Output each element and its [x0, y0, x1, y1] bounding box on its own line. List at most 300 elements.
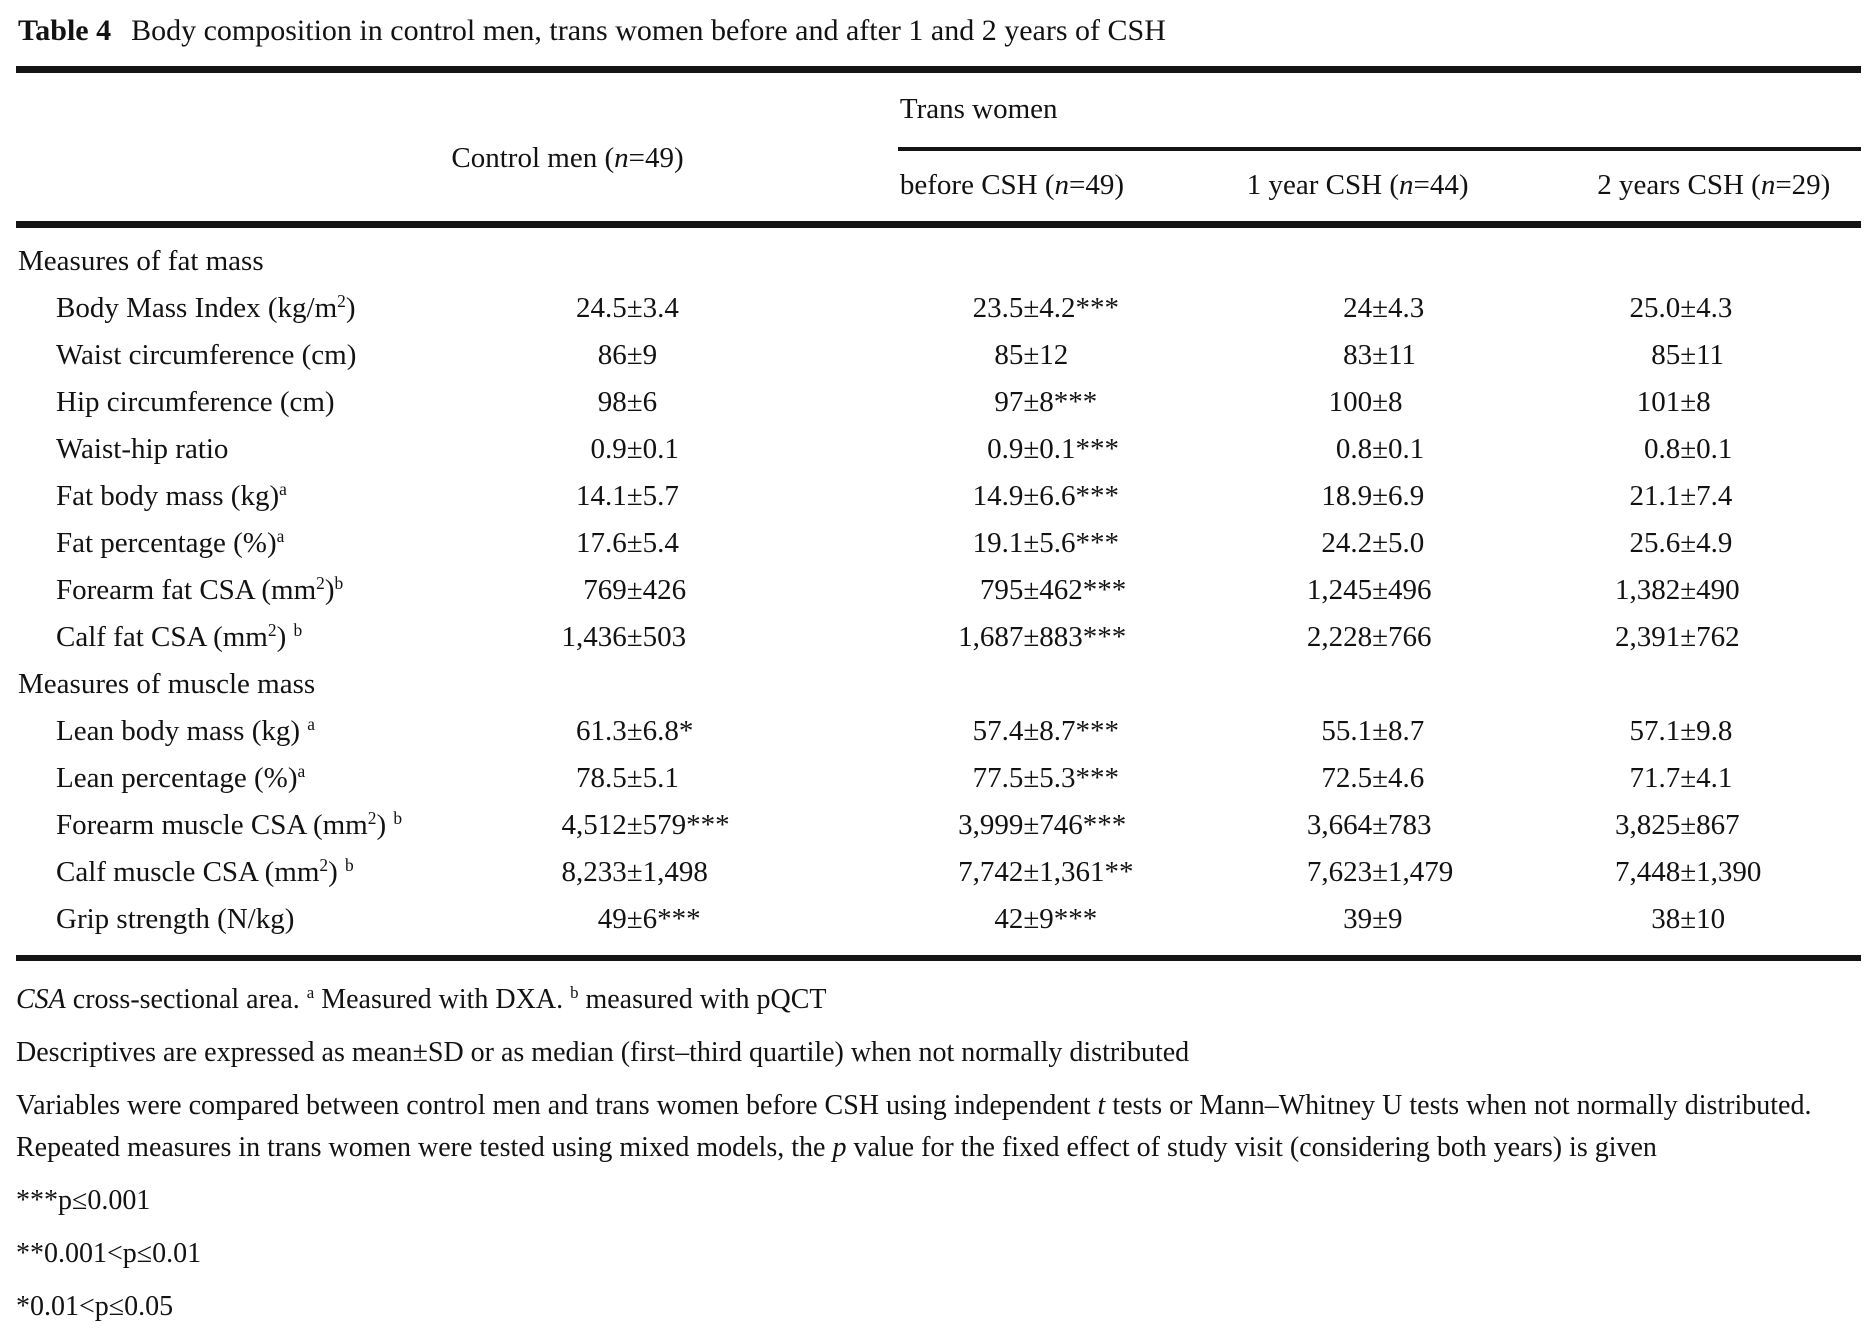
section-header: Measures of muscle mass: [18, 667, 316, 700]
value-cell: [1245, 614, 1596, 661]
value: [451, 621, 897, 654]
row-label: Hip circumference (cm): [56, 385, 335, 418]
row-label: Calf fat CSA $(mm^2)$ $^b$: [56, 619, 303, 653]
value-mean: 24.2: [1321, 526, 1373, 559]
value: [1245, 433, 1596, 466]
plus-minus-sign: ±: [1372, 761, 1388, 794]
value-cell: [898, 379, 1245, 426]
group-header-trans-women: Trans women: [898, 69, 1861, 149]
row-label: Calf muscle CSA $(mm^2)$ $^b$: [56, 854, 354, 888]
value: [1245, 527, 1596, 560]
value-sd: 462***: [1039, 573, 1127, 606]
value-sd: 6***: [642, 902, 701, 935]
table-row: [16, 708, 1861, 755]
value-cell: [898, 708, 1245, 755]
value-cell: [451, 849, 897, 896]
value-cell: [451, 755, 897, 802]
value-mean: 18.9: [1321, 479, 1373, 512]
plus-minus-sign: ±: [1023, 620, 1040, 653]
value-mean: 2,391: [1614, 620, 1681, 653]
table-caption: Body composition in control men, trans women before and after 1 and 2 years of CSH: [131, 14, 1166, 47]
plus-minus-sign: ±: [1023, 573, 1040, 606]
value-sd: 9: [642, 338, 658, 371]
value-cell: [1245, 379, 1596, 426]
value-mean: 795: [979, 573, 1024, 606]
value-mean: 61.3: [575, 714, 627, 747]
plus-minus-sign: ±: [626, 855, 643, 888]
plus-minus-sign: ±: [626, 808, 643, 841]
value: [1595, 527, 1861, 560]
value-sd: 1,390: [1696, 855, 1762, 888]
value: [1595, 715, 1861, 748]
value-mean: 8,233: [561, 855, 627, 888]
plus-minus-sign: ±: [626, 338, 643, 371]
value-sd: 579***: [642, 808, 730, 841]
value: [1595, 292, 1861, 325]
value-sd: 1,498: [642, 855, 708, 888]
value: [1245, 292, 1596, 325]
value: [1595, 621, 1861, 654]
footnote: CSA cross-sectional area. $^a$ Measured with DXA. $^b$ measured with pQCT: [16, 983, 827, 1015]
table-title: [16, 10, 1861, 66]
value: [1595, 856, 1861, 889]
value: [451, 903, 897, 936]
value-cell: [1595, 849, 1861, 896]
value-sd: 8***: [1039, 385, 1098, 418]
plus-minus-sign: ±: [1372, 573, 1388, 606]
value: [1245, 715, 1596, 748]
value-cell: [898, 426, 1245, 473]
value-cell: [451, 802, 897, 849]
value: [1595, 574, 1861, 607]
value-sd: 8: [1696, 385, 1711, 418]
value-mean: 24.5: [575, 291, 627, 324]
value-sd: 503: [642, 620, 687, 653]
value-sd: 11: [1387, 338, 1416, 371]
value-mean: 85: [994, 338, 1024, 371]
value-sd: 10: [1696, 902, 1726, 935]
plus-minus-sign: ±: [626, 291, 643, 324]
value: [451, 433, 897, 466]
plus-minus-sign: ±: [626, 385, 643, 418]
value-sd: 6.6***: [1039, 479, 1120, 512]
table-row: [16, 849, 1861, 896]
value-sd: 6.8*: [642, 714, 694, 747]
plus-minus-sign: ±: [1372, 902, 1388, 935]
value: [898, 715, 1245, 748]
plus-minus-sign: ±: [1023, 338, 1040, 371]
value-sd: 490: [1696, 573, 1740, 606]
plus-minus-sign: ±: [1680, 526, 1697, 559]
value-cell: [1595, 896, 1861, 958]
value-sd: 867: [1696, 808, 1740, 841]
plus-minus-sign: ±: [1023, 808, 1040, 841]
row-label: Forearm fat CSA $(mm^2)^b$: [56, 572, 344, 606]
value: [898, 386, 1245, 419]
value: [1595, 762, 1861, 795]
plus-minus-sign: ±: [1680, 714, 1697, 747]
value-cell: [1245, 755, 1596, 802]
plus-minus-sign: ±: [626, 479, 643, 512]
plus-minus-sign: ±: [1372, 855, 1388, 888]
row-label: Fat body mass (kg)$^a$: [56, 478, 287, 512]
value-sd: 766: [1387, 620, 1432, 653]
value-sd: 9: [1387, 902, 1403, 935]
value-cell: [1595, 426, 1861, 473]
value-mean: 86: [597, 338, 627, 371]
value-cell: [1245, 473, 1596, 520]
section-header: Measures of fat mass: [18, 244, 264, 277]
value-cell: [451, 614, 897, 661]
value: [898, 762, 1245, 795]
value: [451, 386, 897, 419]
table-number: Table 4: [18, 14, 112, 47]
value-mean: 78.5: [575, 761, 627, 794]
row-label: Lean percentage (%)$^a$: [56, 760, 306, 794]
value: [451, 715, 897, 748]
value-sd: 6: [642, 385, 658, 418]
value-cell: [1245, 802, 1596, 849]
value-mean: 3,825: [1614, 808, 1681, 841]
value-cell: [1595, 802, 1861, 849]
value-cell: [898, 896, 1245, 958]
table-row: [16, 614, 1861, 661]
value-mean: 57.1: [1629, 714, 1681, 747]
value-cell: [898, 473, 1245, 520]
value: [451, 292, 897, 325]
value-mean: 98: [597, 385, 627, 418]
plus-minus-sign: ±: [1372, 526, 1388, 559]
value-cell: [1245, 520, 1596, 567]
value: [898, 574, 1245, 607]
value-sd: 4.6: [1387, 761, 1425, 794]
value-sd: 12: [1039, 338, 1069, 371]
value-cell: [1595, 332, 1861, 379]
column-header-1-year-csh: 1 year CSH (n=44): [1245, 149, 1596, 225]
value-sd: 4.9: [1696, 526, 1733, 559]
plus-minus-sign: ±: [1680, 761, 1697, 794]
plus-minus-sign: ±: [1680, 479, 1697, 512]
value-mean: 39: [1343, 902, 1373, 935]
value-sd: 5.7: [642, 479, 679, 512]
corner-cell: [16, 69, 451, 224]
value-mean: 21.1: [1629, 479, 1681, 512]
value-mean: 83: [1343, 338, 1373, 371]
value: [898, 480, 1245, 513]
table-footnotes: [16, 961, 1861, 1328]
value-mean: 23.5: [972, 291, 1024, 324]
plus-minus-sign: ±: [1372, 479, 1388, 512]
table-row: [16, 285, 1861, 332]
section-row: [16, 224, 1861, 285]
value-sd: 1,361**: [1039, 855, 1134, 888]
value-mean: 14.1: [575, 479, 627, 512]
plus-minus-sign: ±: [1372, 291, 1388, 324]
column-header-before-csh: before CSH (n=49): [898, 149, 1245, 225]
value-mean: 1,382: [1614, 573, 1681, 606]
row-label: Waist circumference (cm): [56, 338, 357, 371]
value-mean: 55.1: [1321, 714, 1373, 747]
value: [451, 574, 897, 607]
value-mean: 24: [1343, 291, 1373, 324]
value: [1245, 386, 1596, 419]
plus-minus-sign: ±: [1680, 855, 1697, 888]
table-row: [16, 473, 1861, 520]
row-label: Lean body mass (kg) $^a$: [56, 713, 316, 747]
value: [1245, 903, 1596, 936]
row-label: Grip strength (N/kg): [16, 896, 451, 958]
plus-minus-sign: ±: [1680, 620, 1697, 653]
row-label: Fat percentage (%)$^a$: [56, 525, 285, 559]
value-mean: 72.5: [1321, 761, 1373, 794]
value: [898, 903, 1245, 936]
value-mean: 769: [583, 573, 627, 606]
value-mean: 25.0: [1629, 291, 1681, 324]
value: [1595, 386, 1861, 419]
value: [898, 292, 1245, 325]
header-row-1: [16, 69, 1861, 149]
value: [1595, 809, 1861, 842]
value-cell: [1245, 332, 1596, 379]
body-composition-table: [16, 66, 1861, 961]
value-sd: 3.4: [642, 291, 679, 324]
value-mean: 42: [994, 902, 1024, 935]
value-sd: 6.9: [1387, 479, 1425, 512]
value-mean: 85: [1651, 338, 1681, 371]
value-cell: [898, 520, 1245, 567]
value-mean: 1,245: [1306, 573, 1373, 606]
value: [1595, 339, 1861, 372]
value-cell: [1245, 426, 1596, 473]
value-mean: 7,742: [958, 855, 1024, 888]
value-cell: [1595, 285, 1861, 332]
value-sd: 5.3***: [1039, 761, 1120, 794]
value-sd: 883***: [1039, 620, 1127, 653]
plus-minus-sign: ±: [626, 573, 643, 606]
value-sd: 5.1: [642, 761, 679, 794]
value: [1245, 480, 1596, 513]
plus-minus-sign: ±: [1372, 714, 1388, 747]
plus-minus-sign: ±: [1372, 432, 1388, 465]
value: [451, 339, 897, 372]
footnote: **0.001<p≤0.01: [16, 1237, 202, 1269]
plus-minus-sign: ±: [1023, 902, 1040, 935]
value-cell: [1245, 896, 1596, 958]
value-sd: 9***: [1039, 902, 1098, 935]
value-sd: 4.1: [1696, 761, 1733, 794]
plus-minus-sign: ±: [1023, 714, 1040, 747]
value-cell: [1595, 614, 1861, 661]
value-sd: 0.1: [642, 432, 679, 465]
value-sd: 426: [642, 573, 687, 606]
value: [1245, 621, 1596, 654]
section-row: [16, 661, 1861, 708]
value-mean: 0.8: [1643, 432, 1681, 465]
plus-minus-sign: ±: [1023, 291, 1040, 324]
value-sd: 746***: [1039, 808, 1127, 841]
value-cell: [898, 849, 1245, 896]
value-mean: 19.1: [972, 526, 1024, 559]
value-sd: 8: [1387, 385, 1403, 418]
value-mean: 0.8: [1335, 432, 1373, 465]
value-sd: 8.7***: [1039, 714, 1120, 747]
plus-minus-sign: ±: [626, 761, 643, 794]
table-row: [16, 332, 1861, 379]
plus-minus-sign: ±: [626, 620, 643, 653]
plus-minus-sign: ±: [626, 432, 643, 465]
value: [1595, 433, 1861, 466]
plus-minus-sign: ±: [626, 526, 643, 559]
value-mean: 7,448: [1614, 855, 1681, 888]
value: [898, 856, 1245, 889]
row-label: Body Mass Index $(kg/m^2)$: [56, 290, 356, 324]
plus-minus-sign: ±: [1680, 432, 1697, 465]
value-cell: [1245, 849, 1596, 896]
value-sd: 5.0: [1387, 526, 1425, 559]
value-cell: [898, 755, 1245, 802]
value-cell: [1595, 755, 1861, 802]
table-row: [16, 896, 1861, 958]
value-mean: 1,436: [561, 620, 627, 653]
column-header-2-years-csh: 2 years CSH (n=29): [1595, 149, 1861, 225]
plus-minus-sign: ±: [1023, 385, 1040, 418]
table-row: [16, 520, 1861, 567]
value-sd: 0.1: [1696, 432, 1733, 465]
plus-minus-sign: ±: [1372, 338, 1388, 371]
value-mean: 3,664: [1306, 808, 1373, 841]
value-sd: 1,479: [1387, 855, 1454, 888]
footnote: Descriptives are expressed as mean±SD or as median (first–third quartile) when not normally distributed: [16, 1036, 1190, 1068]
value-sd: 783: [1387, 808, 1432, 841]
value-cell: [451, 708, 897, 755]
value-mean: 4,512: [561, 808, 627, 841]
value-cell: [898, 332, 1245, 379]
value-cell: [898, 285, 1245, 332]
row-label: Waist-hip ratio: [56, 432, 229, 465]
value-sd: 0.1: [1387, 432, 1425, 465]
table-row: [16, 802, 1861, 849]
footnote: Variables were compared between control men and trans women before CSH using independent t tests or Mann–Whitney U tests when not normally distributed. Repeated measures in trans women were tested using mixed models, the p value for the fixed effect of study visit (considering both years) is given: [16, 1089, 1812, 1163]
value-cell: [1245, 285, 1596, 332]
plus-minus-sign: ±: [1680, 338, 1697, 371]
value-sd: 0.1***: [1039, 432, 1120, 465]
value-cell: [1595, 708, 1861, 755]
value: [898, 527, 1245, 560]
table-row: [16, 755, 1861, 802]
plus-minus-sign: ±: [1023, 432, 1040, 465]
plus-minus-sign: ±: [1372, 385, 1388, 418]
value-cell: [1245, 567, 1596, 614]
plus-minus-sign: ±: [1023, 526, 1040, 559]
value-sd: 8.7: [1387, 714, 1425, 747]
plus-minus-sign: ±: [1680, 808, 1697, 841]
plus-minus-sign: ±: [1023, 855, 1040, 888]
value: [1245, 809, 1596, 842]
value: [451, 527, 897, 560]
value-cell: [451, 567, 897, 614]
value-sd: 762: [1696, 620, 1740, 653]
footnote: ***p≤0.001: [16, 1184, 151, 1216]
value-mean: 97: [994, 385, 1024, 418]
table-row: [16, 379, 1861, 426]
value-mean: 1,687: [958, 620, 1024, 653]
plus-minus-sign: ±: [1680, 573, 1697, 606]
value-sd: 5.6***: [1039, 526, 1120, 559]
value-mean: 49: [597, 902, 627, 935]
plus-minus-sign: ±: [1372, 620, 1388, 653]
value-cell: [1595, 473, 1861, 520]
value-cell: [451, 285, 897, 332]
plus-minus-sign: ±: [626, 714, 643, 747]
value: [1245, 762, 1596, 795]
value-mean: 101: [1636, 385, 1681, 418]
value-mean: 77.5: [972, 761, 1024, 794]
footnote: *0.01<p≤0.05: [16, 1290, 174, 1322]
value: [451, 762, 897, 795]
value-mean: 0.9: [590, 432, 627, 465]
value-mean: 17.6: [575, 526, 627, 559]
plus-minus-sign: ±: [1023, 761, 1040, 794]
value-cell: [451, 473, 897, 520]
value: [1595, 903, 1861, 936]
value-mean: 57.4: [972, 714, 1024, 747]
value: [898, 339, 1245, 372]
value-sd: 5.4: [642, 526, 679, 559]
plus-minus-sign: ±: [1372, 808, 1388, 841]
value-cell: [1595, 520, 1861, 567]
value-mean: 71.7: [1629, 761, 1681, 794]
value-sd: 9.8: [1696, 714, 1733, 747]
value: [1245, 856, 1596, 889]
plus-minus-sign: ±: [1680, 902, 1697, 935]
row-label: Forearm muscle CSA $(mm^2)$ $^b$: [56, 807, 403, 841]
value: [1595, 480, 1861, 513]
value-sd: 4.3: [1387, 291, 1425, 324]
value-cell: [898, 802, 1245, 849]
value-mean: 3,999: [958, 808, 1024, 841]
value-cell: [1595, 567, 1861, 614]
value-mean: 25.6: [1629, 526, 1681, 559]
value: [898, 809, 1245, 842]
value-cell: [451, 896, 897, 958]
plus-minus-sign: ±: [1680, 291, 1697, 324]
value: [898, 433, 1245, 466]
value-mean: 7,623: [1306, 855, 1373, 888]
value: [1245, 339, 1596, 372]
value-sd: 4.2***: [1039, 291, 1120, 324]
value: [898, 621, 1245, 654]
value-sd: 7.4: [1696, 479, 1733, 512]
value-cell: [1245, 708, 1596, 755]
value-cell: [451, 520, 897, 567]
value-mean: 38: [1651, 902, 1681, 935]
value: [451, 856, 897, 889]
plus-minus-sign: ±: [1023, 479, 1040, 512]
plus-minus-sign: ±: [626, 902, 643, 935]
value-sd: 4.3: [1696, 291, 1733, 324]
value-sd: 496: [1387, 573, 1432, 606]
value-cell: [1595, 379, 1861, 426]
value-cell: [451, 426, 897, 473]
value: [1245, 574, 1596, 607]
value-sd: 11: [1696, 338, 1725, 371]
value-mean: 14.9: [972, 479, 1024, 512]
column-header-control-men: Control men (n=49): [451, 69, 897, 224]
table-row: [16, 567, 1861, 614]
plus-minus-sign: ±: [1680, 385, 1697, 418]
value-mean: 100: [1328, 385, 1373, 418]
value: [451, 809, 897, 842]
